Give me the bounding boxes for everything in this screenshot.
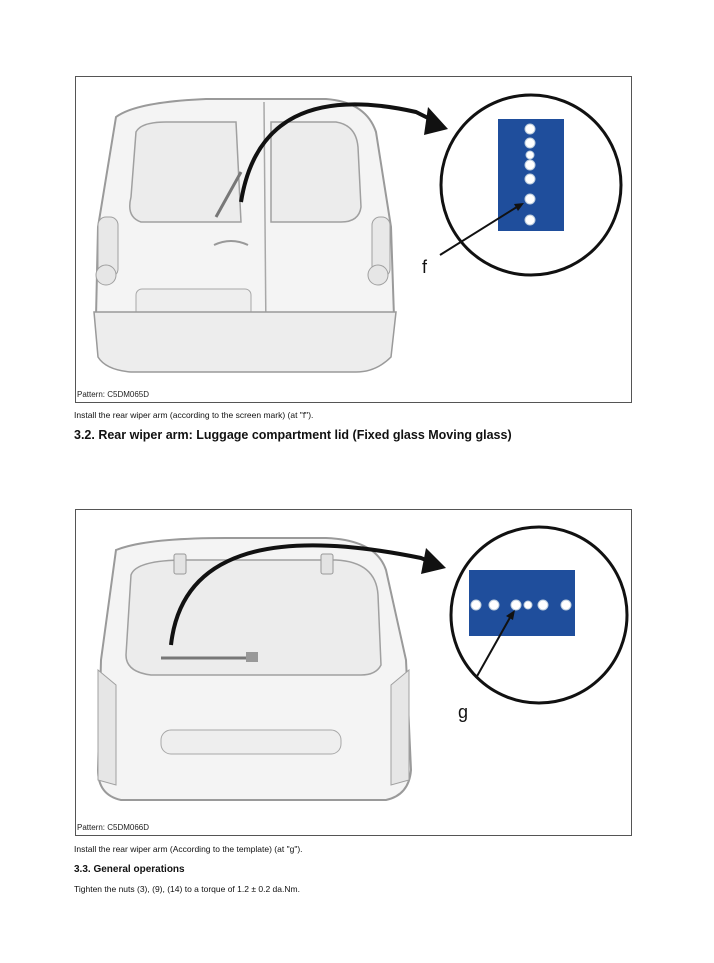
van-tailgate-illustration (76, 510, 631, 835)
van-rear-doors-illustration (76, 77, 631, 402)
template-mark-panel (469, 570, 575, 636)
callout-g-label: g (458, 702, 469, 722)
instruction-step-3: Tighten the nuts (3), (9), (14) to a torque of 1.2 ± 0.2 da.Nm. (74, 884, 300, 894)
figure-caption: Pattern: C5DM065D (77, 390, 150, 399)
section-heading-3-2: 3.2. Rear wiper arm: Luggage compartment lid (Fixed glass Moving glass) (74, 428, 512, 442)
figure-caption: Pattern: C5DM066D (77, 823, 150, 832)
figure-van-rear-doors (75, 76, 632, 403)
instruction-step-2: Install the rear wiper arm (According to the template) (at "g"). (74, 844, 303, 854)
callout-f-label: f (422, 257, 428, 277)
figure-van-tailgate (75, 509, 632, 836)
section-heading-3-3: 3.3. General operations (74, 864, 185, 875)
instruction-step-1: Install the rear wiper arm (according to the screen mark) (at "f"). (74, 410, 314, 420)
